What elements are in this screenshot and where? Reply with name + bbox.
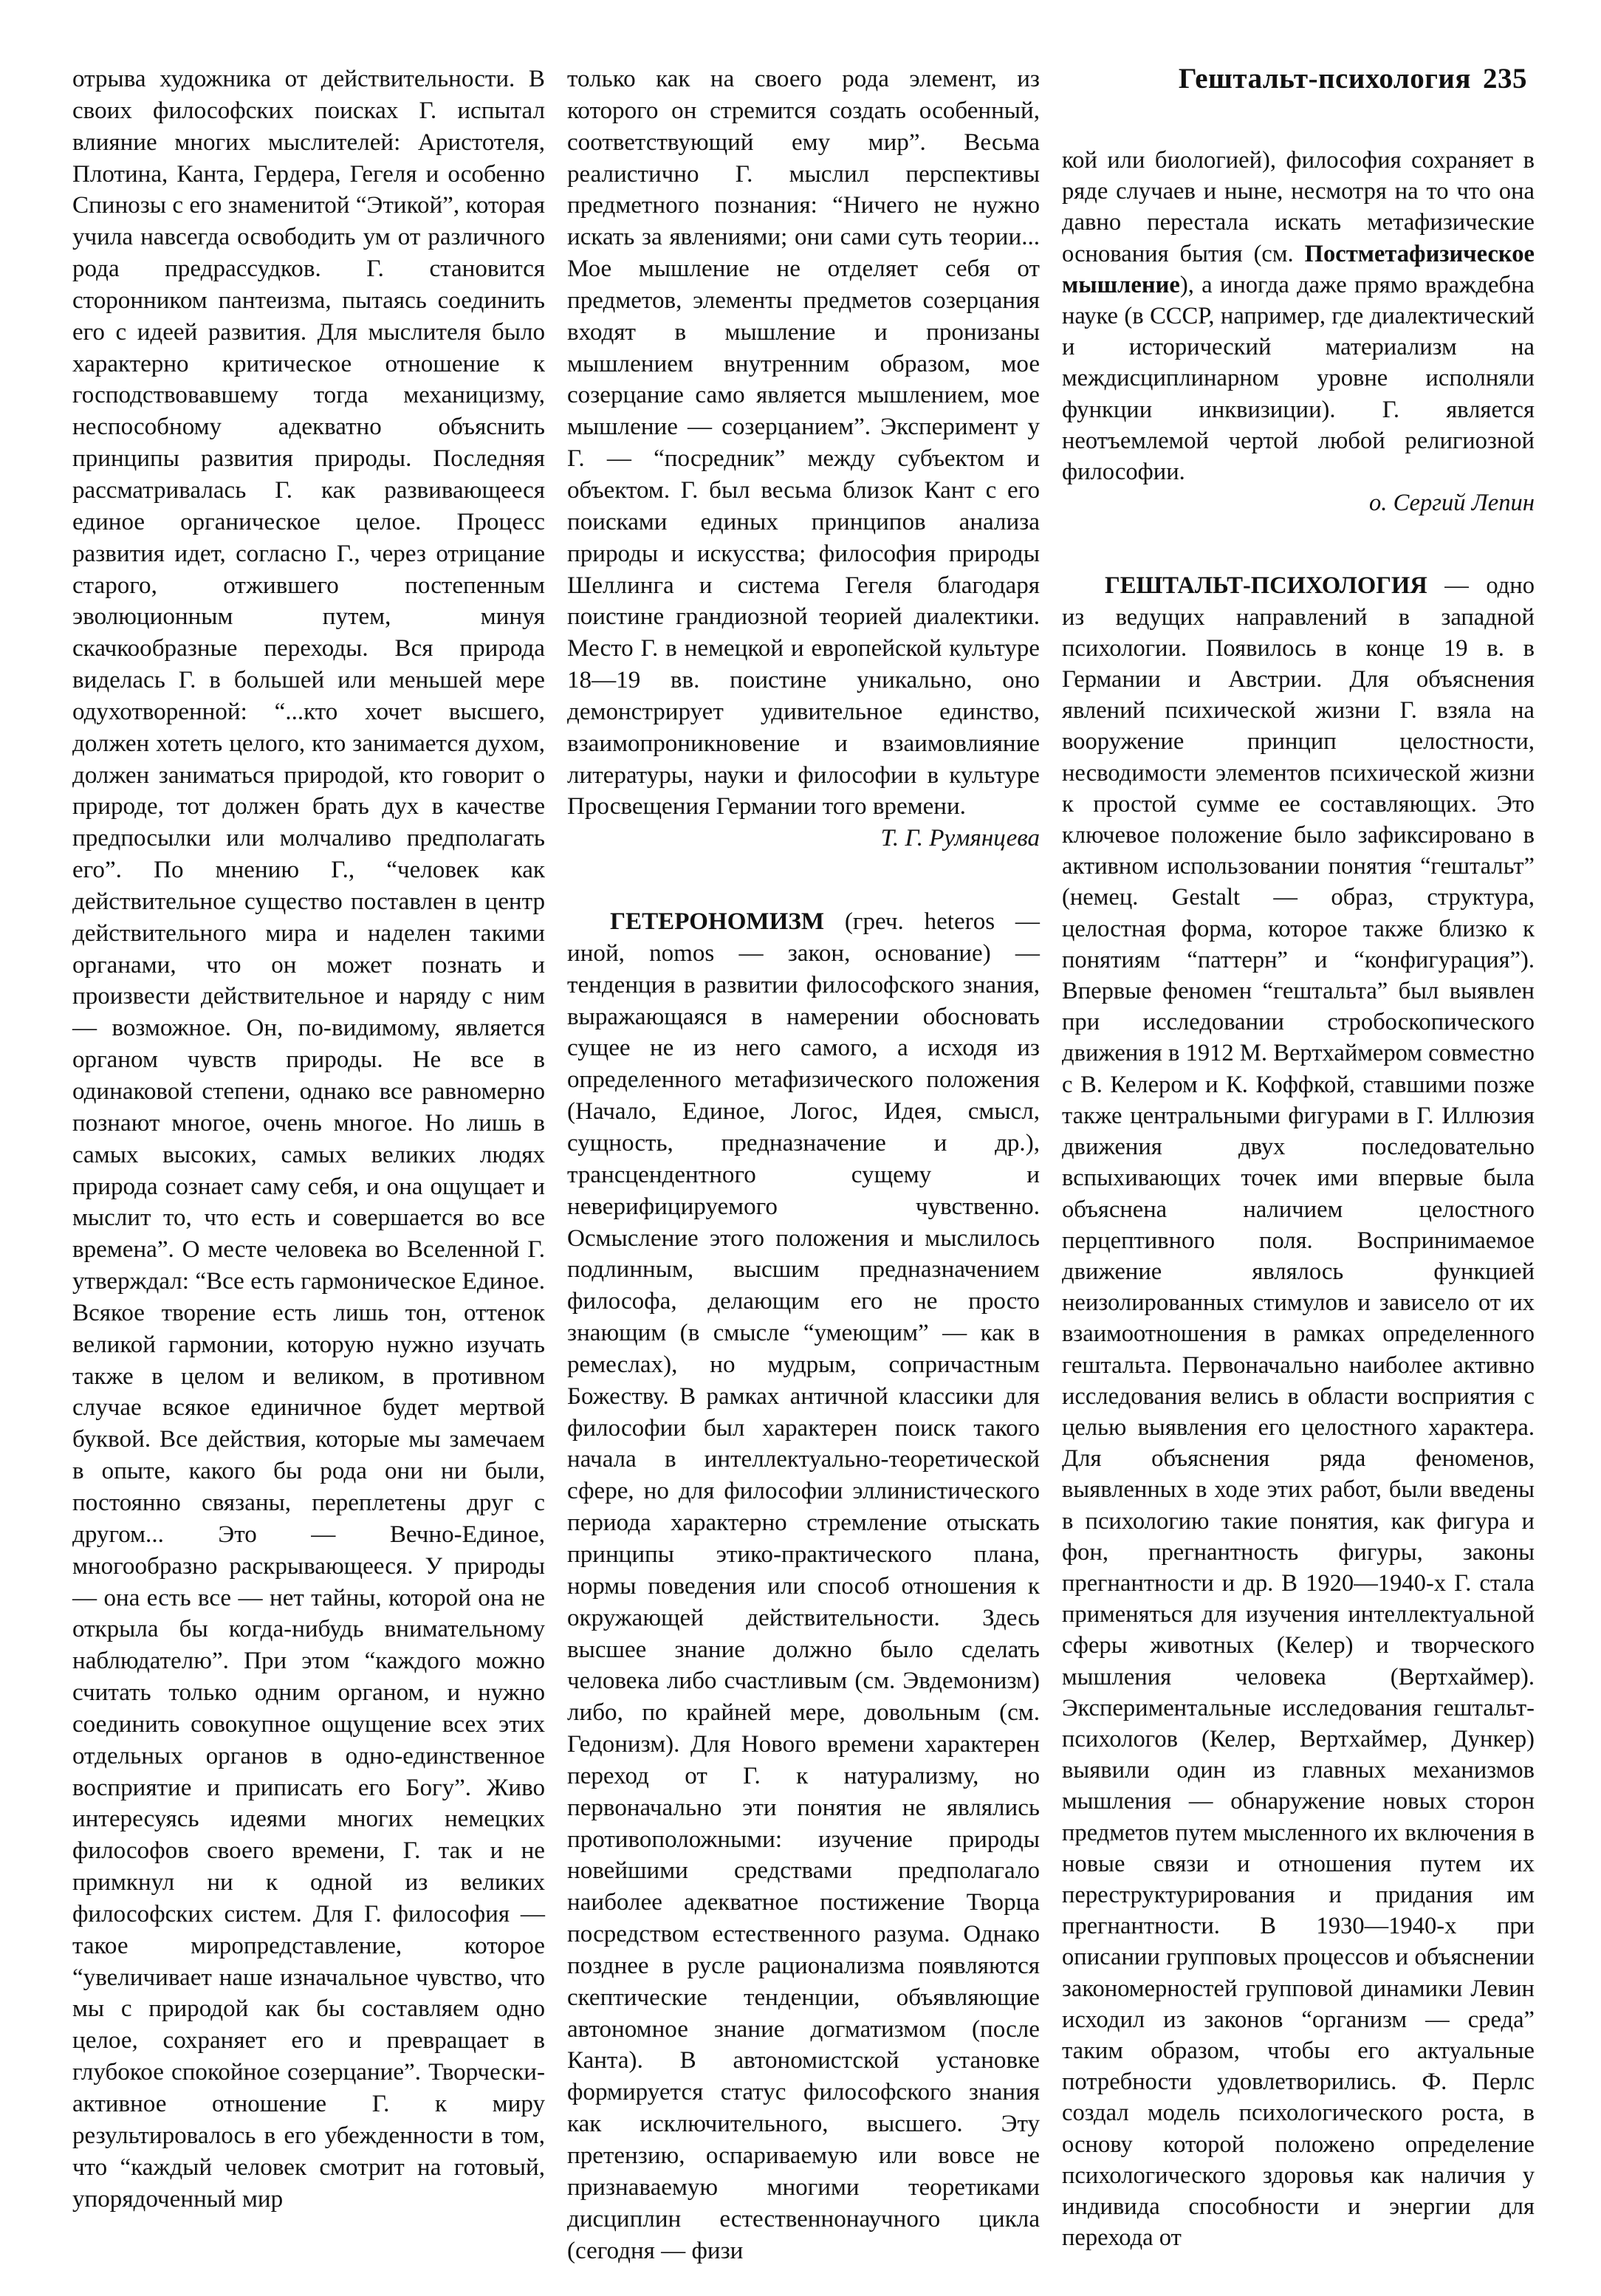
article-author: о. Сергий Лепин — [1369, 490, 1535, 517]
dictionary-entry — [1062, 570, 1535, 2253]
page-number: 235 — [1483, 63, 1527, 95]
dictionary-entry — [567, 906, 1040, 2266]
entry-body: — одно из ведущих направлений в западной психологии. Появилось в конце 19 в. в Германии и Австрии. Для объяснения явлений психической жизни Г. взяла на вооружение принцип целостности, несводимости элементов психической жизни к простой сумме ее составляющих. Это ключевое положение было зафиксировано в активном использовании понятия “гештальт” (немец. Gestalt — образ, структура, целостная форма, которое также близко к понятиям “паттерн” и “конфигурация”). Впервые феномен “гештальта” был выявлен при исследовании стробоскопического движения в 1912 М. Вертхаймером совместно с В. Келером и К. Коффкой, ставшими позже также центральными фигурами в Г. Иллюзия движения двух последовательно вспыхивающих точек ими впервые была объяснена наличием целостного перцептивного поля. Воспринимаемое движение являлось функцией неизолированных стимулов и зависело от их взаимоотношения в рамках определенного гештальта. Первоначально наиболее активно исследования велись в области восприятия с целью выявления его целостного характера. Для объяснения ряда феноменов, выявленных в ходе этих работ, были введены в психологию такие понятия, как фигура и фон, прегнантность фигуры, законы прегнантности и др. В 1920—1940-х Г. стала применяться для изучения интеллектуальной сферы животных (Келер) и творческого мышления человека (Вертхаймер). Экспериментальные исследования гештальт-психологов (Келер, Вертхаймер, Дункер) выявили один из главных механизмов мышления — обнаружение новых сторон предметов путем мысленного их включения в новые связи и отношения путем их переструктурирования и придания им прегнантности. В 1930—1940-х при описании групповых процессов и объяснении закономерностей групповой динамики Левин исходил из законов “организм — среда” таким образом, чтобы его актуальные потребности удовлетворились. Ф. Перлс создал модель психологического роста, в основу которой положено определение психологического здоровья как наличия у индивида способности и энергии для перехода от — [1062, 572, 1535, 2252]
article-text: только как на своего рода элемент, из которого он стремится создать особенный, соответствующий ему мир”. Весьма реалистично Г. мыслил перспективы предметного познания: “Ничего не нужно искать за явлениями; они сами суть теории... Мое мышление не отделяет себя от предметов, элементы предметов созерцания входят в мышление и пронизаны мышлением внутренним образом, мое созерцание само является мышлением, мое мышление — созерцанием”. Эксперимент у Г. — “посредник” между субъектом и объектом. Г. был весьма близок Кант с его поисками единых принципов анализа природы и искусства; философия природы Шеллинга и система Гегеля благодаря поистине грандиозной теорией диалектики. Место Г. в немецкой и европейской культуре 18—19 вв. поистине уникально, оно демонстрирует удивительное единство, взаимопроникновение и взаимовлияние литературы, науки и философии в культуре Просвещения Германии того времени. — [567, 66, 1040, 820]
text-after-reference: ), а иногда даже прямо враждебна науке (в СССР, например, где диалектический и исторический материализм на междисциплинарном уровне исполняли функции инквизиции). Г. является неотъемлемой чертой любой религиозной философии. — [1062, 271, 1535, 486]
entry-term: ГЕШТАЛЬТ-ПСИХОЛОГИЯ — [1105, 572, 1427, 600]
running-header — [1179, 62, 1527, 95]
article-text — [1062, 145, 1535, 487]
cross-reference: Постметафизическое мышление — [1062, 240, 1535, 298]
column-middle — [567, 64, 1040, 2266]
article-author: Т. Г. Румянцева — [880, 825, 1040, 852]
entry-term: ГЕТЕРОНОМИЗМ — [610, 908, 825, 936]
column-left — [72, 64, 545, 2215]
article-text: отрыва художника от действительности. В своих философских поисках Г. испытал влияние многих мыслителей: Аристотеля, Плотина, Канта, Гердера, Гегеля и особенно Спинозы с его знаменитой “Этикой”, которая учила навсегда освободить ум от различного рода предрассудков. Г. становится сторонником пантеизма, пытаясь соединить его с идеей развития. Для мыслителя было характерно критическое отношение к господствовавшему тогда механицизму, неспособному адекватно объяснить принципы развития природы. Последняя рассматривалась Г. как развивающееся единое органическое целое. Процесс развития идет, согласно Г., через отрицание старого, отжившего постепенным эволюционным путем, минуя скачкообразные переходы. Вся природа виделась Г. в большей или меньшей мере одухотворенной: “...кто хочет высшего, должен хотеть целого, кто занимается духом, должен заниматься природой, кто говорит о природе, тот должен брать дух в качестве предпосылки или молчаливо предполагать его”. По мнению Г., “человек как действительное существо поставлен в центр действительного мира и наделен такими органами, что он может познать и произвести действительное и наряду с ним — возможное. Он, по-видимому, является органом чувств природы. Не все в одинаковой степени, однако все равномерно познают многое, очень многое. Но лишь в самых высоких, самых великих людях природа сознает саму себя, и она ощущает и мыслит то, что есть и совершается во все времена”. О месте человека во Вселенной Г. утверждал: “Все есть гармоническое Единое. Всякое творение есть лишь тон, оттенок великой гармонии, которую нужно изучать также в целом и великом, в противном случае всякое единичное будет мертвой буквой. Все действия, которые мы замечаем в опыте, какого бы рода они ни были, постоянно связаны, переплетены друг с другом... Это — Вечно-Единое, многообразно раскрывающееся. У природы — она есть все — нет тайны, которой она не открыла бы когда-нибудь внимательному наблюдателю”. При этом “каждого можно считать только одним органом, и нужно соединить совокупное ощущение всех этих отдельных органов в одно-единственное восприятие и приписать его Богу”. Живо интересуясь идеями многих немецких философов своего времени, Г. так и не примкнул ни к одной из великих философских систем. Для Г. философия — такое миропредставление, которое “увеличивает наше изначальное чувство, что мы с природой как бы составляем одно целое, сохраняет его и превращает в глубокое спокойное созерцание”. Творчески-активное отношение Г. к миру результировалось в его убежденности в том, что “каждый человек смотрит на готовый, упорядоченный мир — [72, 66, 545, 2213]
entry-body: (греч. heteros — иной, nomos — закон, основание) — тенденция в развитии философского знания, выражающаяся в намерении обосновать сущее не из него самого, а исходя из определенного метафизического положения (Начало, Единое, Логос, Идея, смысл, сущность, предназначение и др.), трансцендентного сущему и неверифицируемого чувственно. Осмысление этого положения и мыслилось подлинным, высшим предназначением философа, делающим его не просто знающим (в смысле “умеющим” — как в ремеслах), но мудрым, сопричастным Божеству. В рамках античной классики для философии был характерен поиск такого начала в интеллектуально-теоретической сфере, но для философии эллинистического периода характерно стремление отыскать принципы этико-практического плана, нормы поведения или способ отношения к окружающей действительности. Здесь высшее знание должно было сделать человека либо счастливым (см. Эвдемонизм) либо, по крайней мере, довольным (см. Гедонизм). Для Нового времени характерен переход от Г. к натурализму, но первоначально эти понятия не являлись противоположными: изучение природы новейшими средствами предполагало наиболее адекватное постижение Творца посредством естественного разума. Однако позднее в русле рационализма появляются скептические тенденции, объявляющие автономное знание догматизмом (после Канта). В автономистской установке формируется статус философского знания как исключительного, высшего. Эту претензию, оспариваемую или вовсе не признаваемую многими теоретиками дисциплин естественнонаучного цикла (сегодня — физи — [567, 908, 1040, 2264]
column-right — [1062, 145, 1535, 2253]
text-before-reference: кой или биологией), философия сохраняет в ряде случаев и ныне, несмотря на то что она давно перестала искать метафизические основания бытия (см. — [1062, 147, 1535, 267]
header-title: Гештальт-психология — [1178, 63, 1471, 95]
